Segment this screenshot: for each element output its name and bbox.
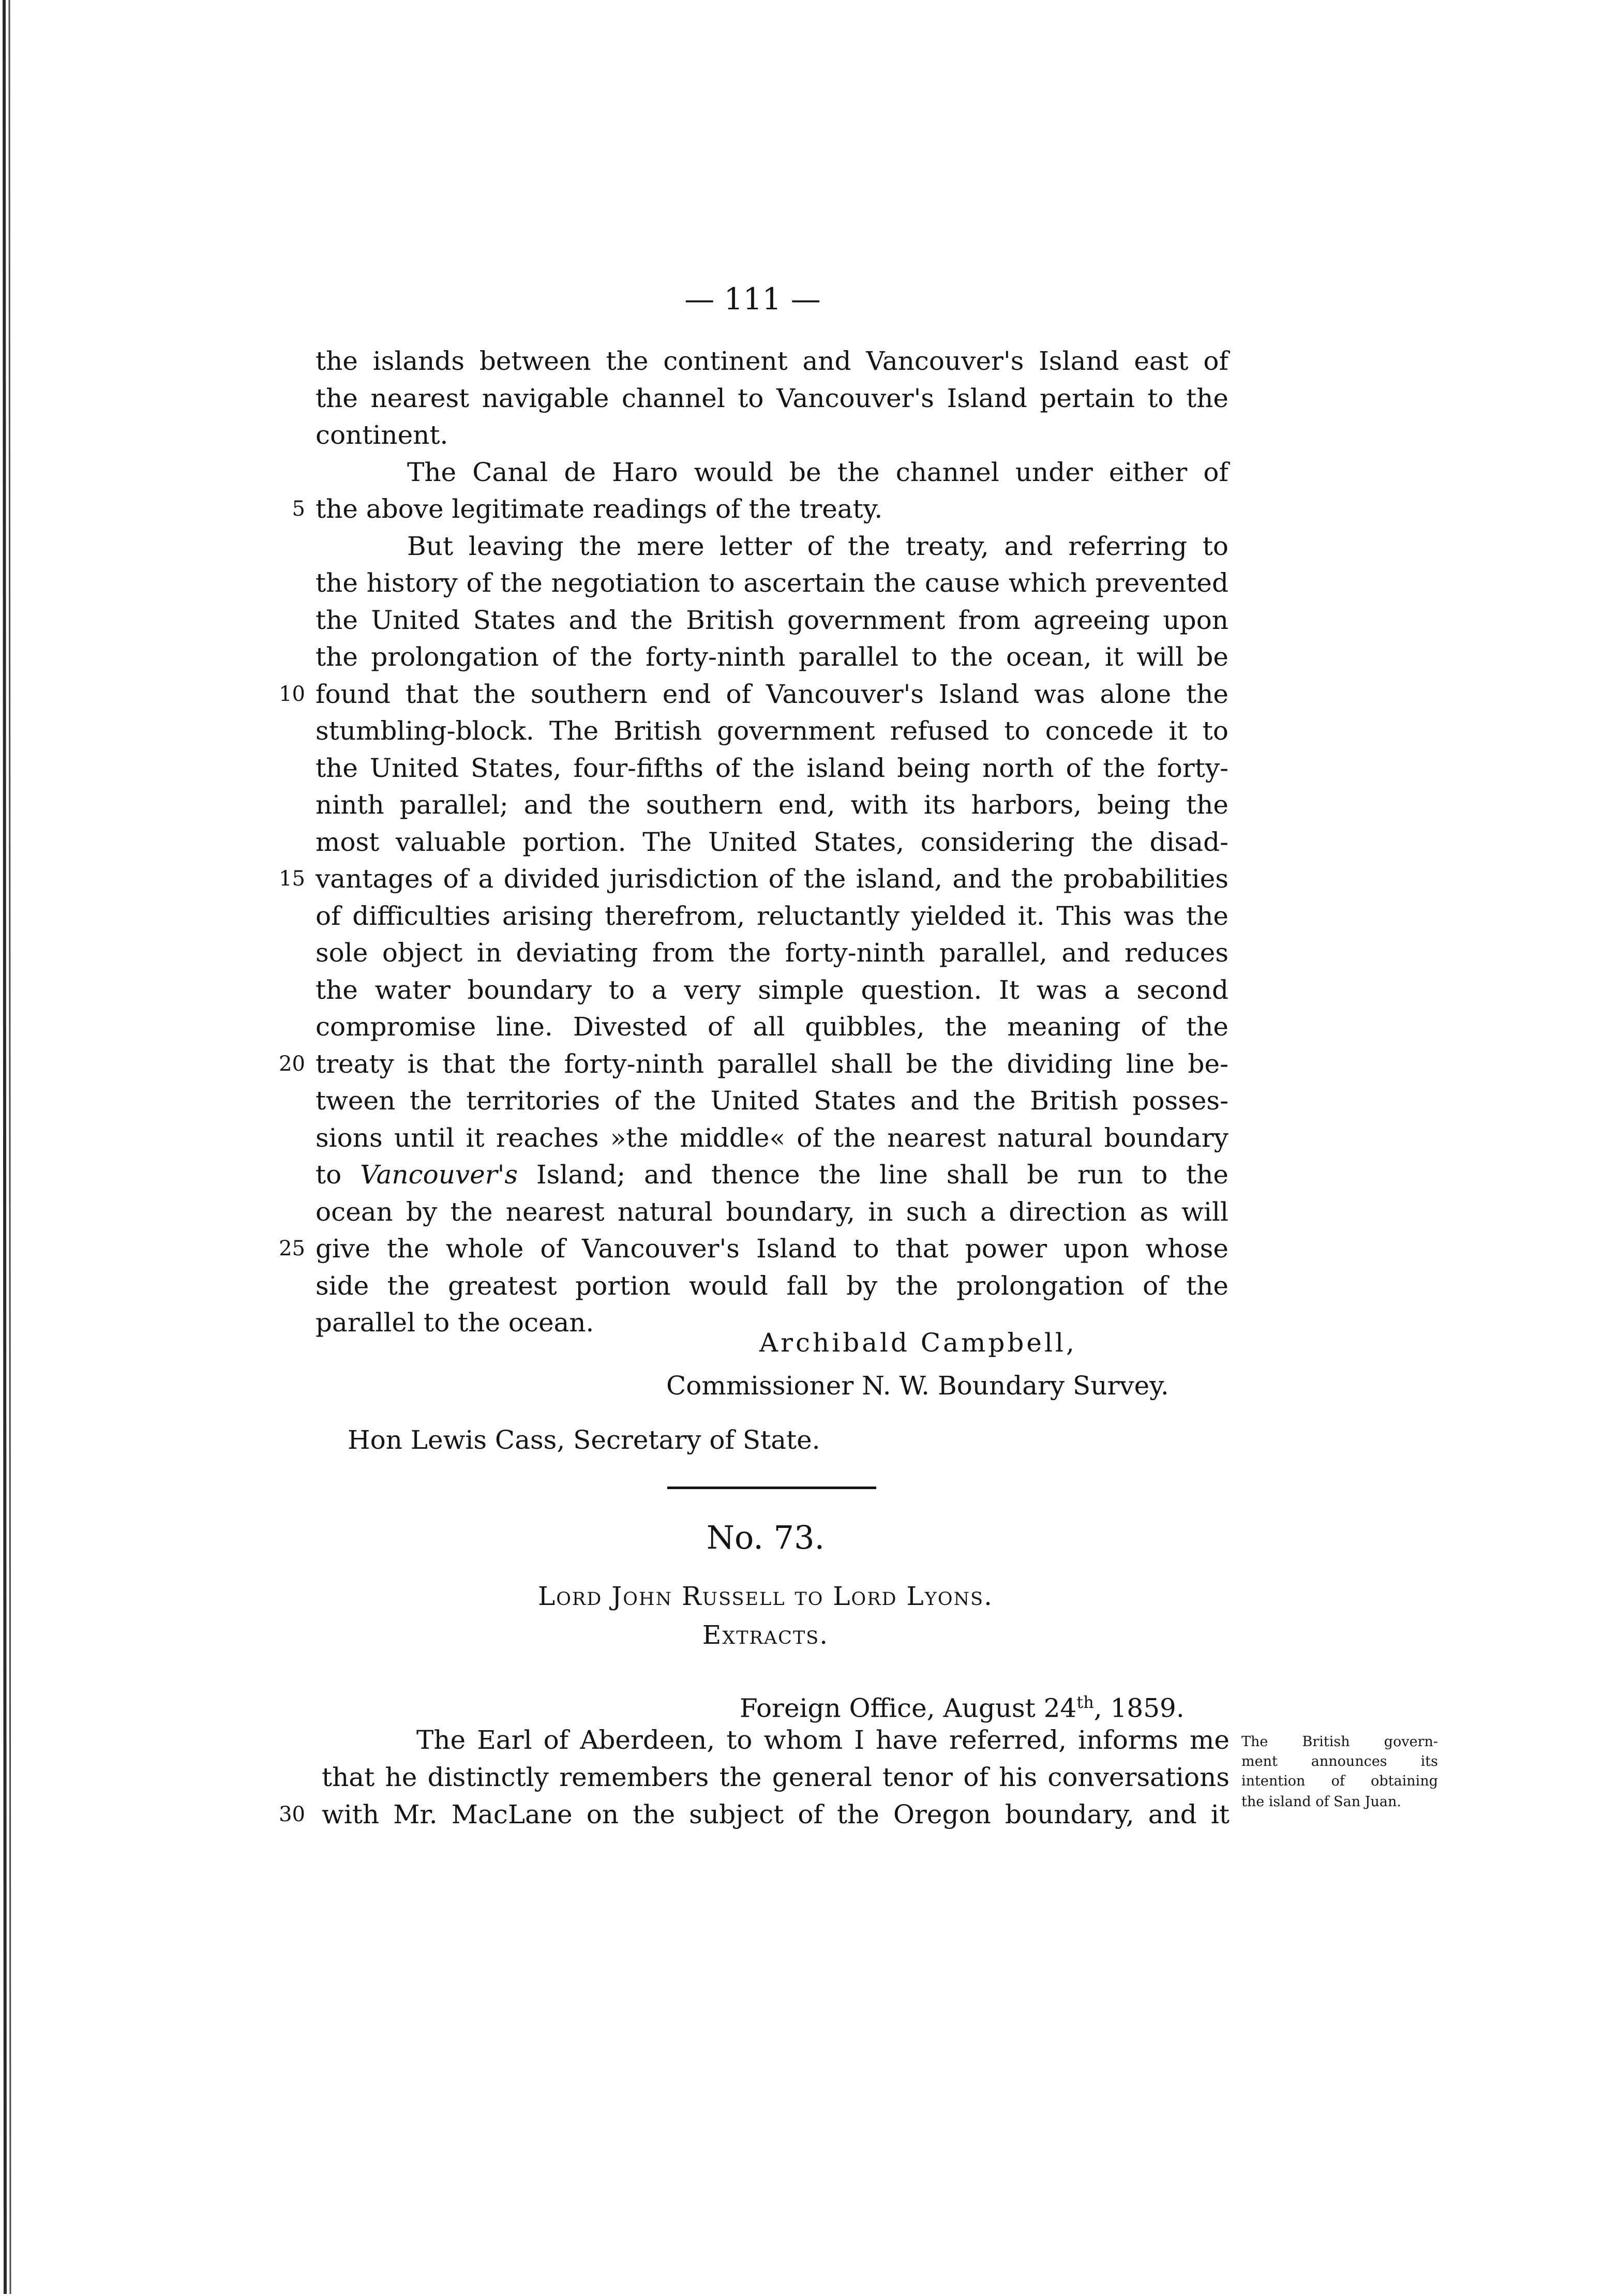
text-line: ninth parallel; and the southern end, with its harbors, being the — [316, 790, 1228, 820]
line-number: 5 — [292, 497, 305, 521]
italic-fragment: Vancouver's — [360, 1160, 518, 1190]
signature-name: Archibald Campbell, — [759, 1328, 1077, 1358]
text-line: give the whole of Vancouver's Island to that power upon whose — [316, 1234, 1228, 1264]
margin-note-line: intention of obtaining — [1241, 1773, 1438, 1789]
text-line: the nearest navigable channel to Vancouver's Island pertain to the — [316, 383, 1228, 413]
text-fragment: Island; and thence the line shall be run to the — [518, 1160, 1229, 1190]
addressee: Hon Lewis Cass, Secretary of State. — [348, 1425, 820, 1455]
line-number: 15 — [279, 867, 305, 891]
text-line: stumbling-block. The British government refused to concede it to — [316, 716, 1228, 746]
text-line: the history of the negotiation to ascertain the cause which prevented — [316, 568, 1228, 598]
text-line: ocean by the nearest natural boundary, in such a direction as will — [316, 1197, 1228, 1227]
document-number: No. 73. — [706, 1519, 825, 1556]
text-line: the water boundary to a very simple question. It was a second — [316, 975, 1228, 1005]
text-line: But leaving the mere letter of the treaty, and referring to — [407, 531, 1228, 561]
text-line: the above legitimate readings of the treaty. — [316, 494, 883, 524]
text-fragment: to — [316, 1160, 361, 1190]
line-number: 25 — [279, 1237, 305, 1260]
margin-note-line: The British govern- — [1241, 1734, 1438, 1750]
text-line: the United States and the British government from agreeing upon — [316, 605, 1228, 635]
text-line: compromise line. Divested of all quibbles, the meaning of the — [316, 1012, 1228, 1042]
text-line: the islands between the continent and Vancouver's Island east of — [316, 346, 1228, 376]
text-line: treaty is that the forty-ninth parallel shall be the dividing line be- — [316, 1049, 1228, 1079]
text-line: continent. — [316, 420, 448, 450]
line-number: 30 — [279, 1803, 305, 1826]
text-line: most valuable portion. The United States, considering the disad- — [316, 827, 1228, 857]
text-line: sions until it reaches »the middle« of the nearest natural boundary — [316, 1123, 1228, 1153]
text-line: found that the southern end of Vancouver's Island was alone the — [316, 679, 1228, 709]
line-number: 20 — [279, 1052, 305, 1076]
text-line: side the greatest portion would fall by the prolongation of the — [316, 1271, 1228, 1301]
text-line: of difficulties arising therefrom, reluctantly yielded it. This was the — [316, 901, 1228, 931]
text-line: The Canal de Haro would be the channel under either of — [407, 457, 1228, 487]
dateline: Foreign Office, August 24th, 1859. — [740, 1692, 1185, 1723]
text-line — [316, 1156, 1228, 1193]
text-line: sole object in deviating from the forty-ninth parallel, and reduces — [316, 938, 1228, 968]
document-heading: Lord John Russell to Lord Lyons. — [537, 1581, 994, 1611]
signature-title: Commissioner N. W. Boundary Survey. — [666, 1371, 1169, 1401]
text-line: tween the territories of the United States and the British posses- — [316, 1086, 1228, 1116]
line-number: 10 — [279, 682, 305, 706]
text-line: with Mr. MacLane on the subject of the Oregon boundary, and it — [322, 1799, 1230, 1829]
text-line: the prolongation of the forty-ninth parallel to the ocean, it will be — [316, 642, 1228, 672]
page-number: — 111 — — [684, 281, 821, 317]
text-line: vantages of a divided jurisdiction of the island, and the probabilities — [316, 864, 1228, 894]
binding-edge — [0, 0, 16, 2294]
margin-note-line: the island of San Juan. — [1241, 1794, 1401, 1810]
text-line: the United States, four-fifths of the island being north of the forty- — [316, 753, 1228, 783]
text-line: that he distinctly remembers the general tenor of his conversations — [322, 1762, 1230, 1792]
section-divider — [667, 1487, 876, 1489]
document-subheading: Extracts. — [702, 1620, 829, 1650]
text-line: The Earl of Aberdeen, to whom I have referred, informs me — [416, 1725, 1230, 1755]
text-line: parallel to the ocean. — [316, 1308, 594, 1338]
margin-note-line: ment announces its — [1241, 1753, 1438, 1769]
